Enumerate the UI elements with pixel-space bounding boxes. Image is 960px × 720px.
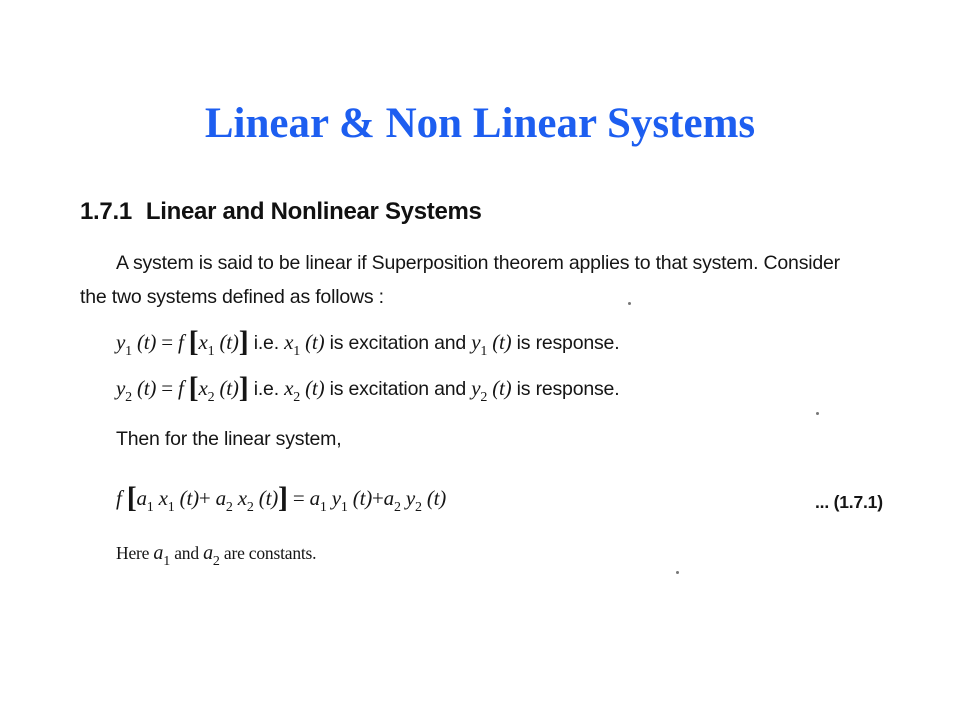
section-title: Linear and Nonlinear Systems bbox=[145, 198, 482, 225]
system-2-definition: $y_2$ (t) = f [$x_2$ (t)] i.e. $x_2$ (t) is excitation and $y_2$ (t) is response. bbox=[116, 371, 620, 405]
scan-speck bbox=[676, 571, 679, 574]
section-number: 1.7.1 bbox=[80, 198, 132, 225]
excitation-text: is excitation and bbox=[329, 332, 467, 354]
intro-line-2: the two systems defined as follows : bbox=[80, 286, 384, 308]
excitation-text: is excitation and bbox=[329, 378, 467, 400]
response-text: is response. bbox=[516, 378, 620, 400]
intro-line-1: A system is said to be linear if Superposition theorem applies to that system. Consider bbox=[116, 252, 840, 274]
section-heading bbox=[80, 198, 482, 226]
scan-speck bbox=[628, 302, 631, 305]
equation-number: ... (1.7.1) bbox=[815, 492, 883, 512]
system-1-definition: $y_1$ (t) = f [$x_1$ (t)] i.e. $x_1$ (t) is excitation and $y_1$ (t) is response. bbox=[116, 325, 620, 359]
slide-title: Linear & Non Linear Systems bbox=[204, 100, 756, 147]
ie-text: i.e. bbox=[253, 378, 279, 400]
scanned-textbook-excerpt bbox=[0, 190, 960, 610]
then-line: Then for the linear system, bbox=[116, 428, 342, 450]
scan-speck bbox=[816, 412, 819, 415]
ie-text: i.e. bbox=[253, 332, 279, 354]
constants-line: Here $a_1$ and $a_2$ are constants. bbox=[116, 542, 317, 569]
response-text: is response. bbox=[516, 332, 620, 354]
superposition-equation: f [$a_1$ $x_1$ $(t)+ a_2$ $x_2$ $(t)] = a_1$ $y_1$ $(t)+a_2$ $y_2$ (t) bbox=[116, 481, 447, 515]
